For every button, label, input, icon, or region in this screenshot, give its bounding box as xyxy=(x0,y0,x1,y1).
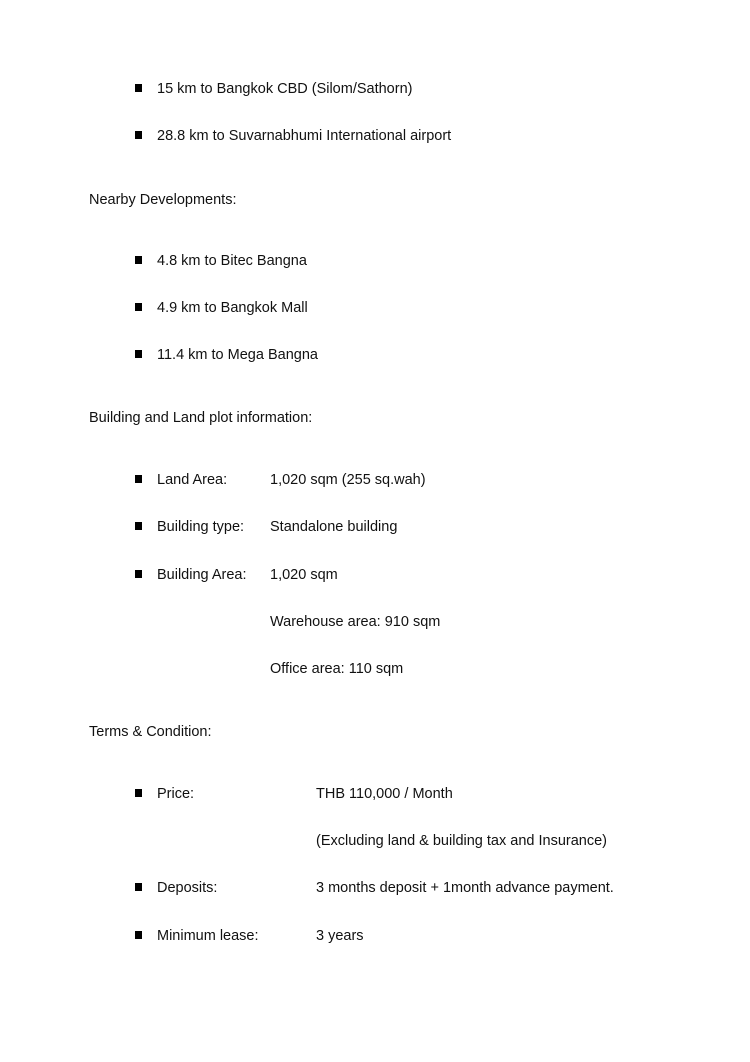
building-type-value: Standalone building xyxy=(270,519,398,535)
bullet-icon xyxy=(135,131,142,139)
land-area-label: Land Area: xyxy=(157,472,228,488)
bullet-icon xyxy=(135,883,142,891)
warehouse-area: Warehouse area: 910 sqm xyxy=(270,614,441,630)
building-area-label: Building Area: xyxy=(157,567,247,583)
bullet-icon xyxy=(135,303,142,311)
nearby-heading: Nearby Developments: xyxy=(89,192,237,208)
deposit-value: 3 months deposit + 1month advance payment. xyxy=(316,880,614,896)
distance-airport: 28.8 km to Suvarnabhumi International airport xyxy=(157,128,452,144)
building-area-value: 1,020 sqm xyxy=(270,567,338,583)
building-type-label: Building type: xyxy=(157,519,245,535)
bullet-icon xyxy=(135,789,142,797)
price-label: Price: xyxy=(157,786,195,802)
price-value: THB 110,000 / Month xyxy=(316,786,453,802)
land-area-value: 1,020 sqm (255 sq.wah) xyxy=(270,472,426,488)
distance-cbd: 15 km to Bangkok CBD (Silom/Sathorn) xyxy=(157,81,413,97)
bullet-icon xyxy=(135,350,142,358)
bullet-icon xyxy=(135,570,142,578)
building-heading: Building and Land plot information: xyxy=(89,410,313,426)
minimum-lease-value: 3 years xyxy=(316,928,364,944)
nearby-item-bitec: 4.8 km to Bitec Bangna xyxy=(157,253,307,269)
deposit-label: Deposits: xyxy=(157,880,218,896)
terms-heading: Terms & Condition: xyxy=(89,724,212,740)
bullet-icon xyxy=(135,84,142,92)
nearby-item-bangkok-mall: 4.9 km to Bangkok Mall xyxy=(157,300,308,316)
minimum-lease-label: Minimum lease: xyxy=(157,928,259,944)
bullet-icon xyxy=(135,475,142,483)
office-area: Office area: 110 sqm xyxy=(270,661,404,677)
nearby-item-mega-bangna: 11.4 km to Mega Bangna xyxy=(157,347,318,363)
bullet-icon xyxy=(135,256,142,264)
bullet-icon xyxy=(135,522,142,530)
bullet-icon xyxy=(135,931,142,939)
price-note: (Excluding land & building tax and Insurance) xyxy=(316,833,607,849)
